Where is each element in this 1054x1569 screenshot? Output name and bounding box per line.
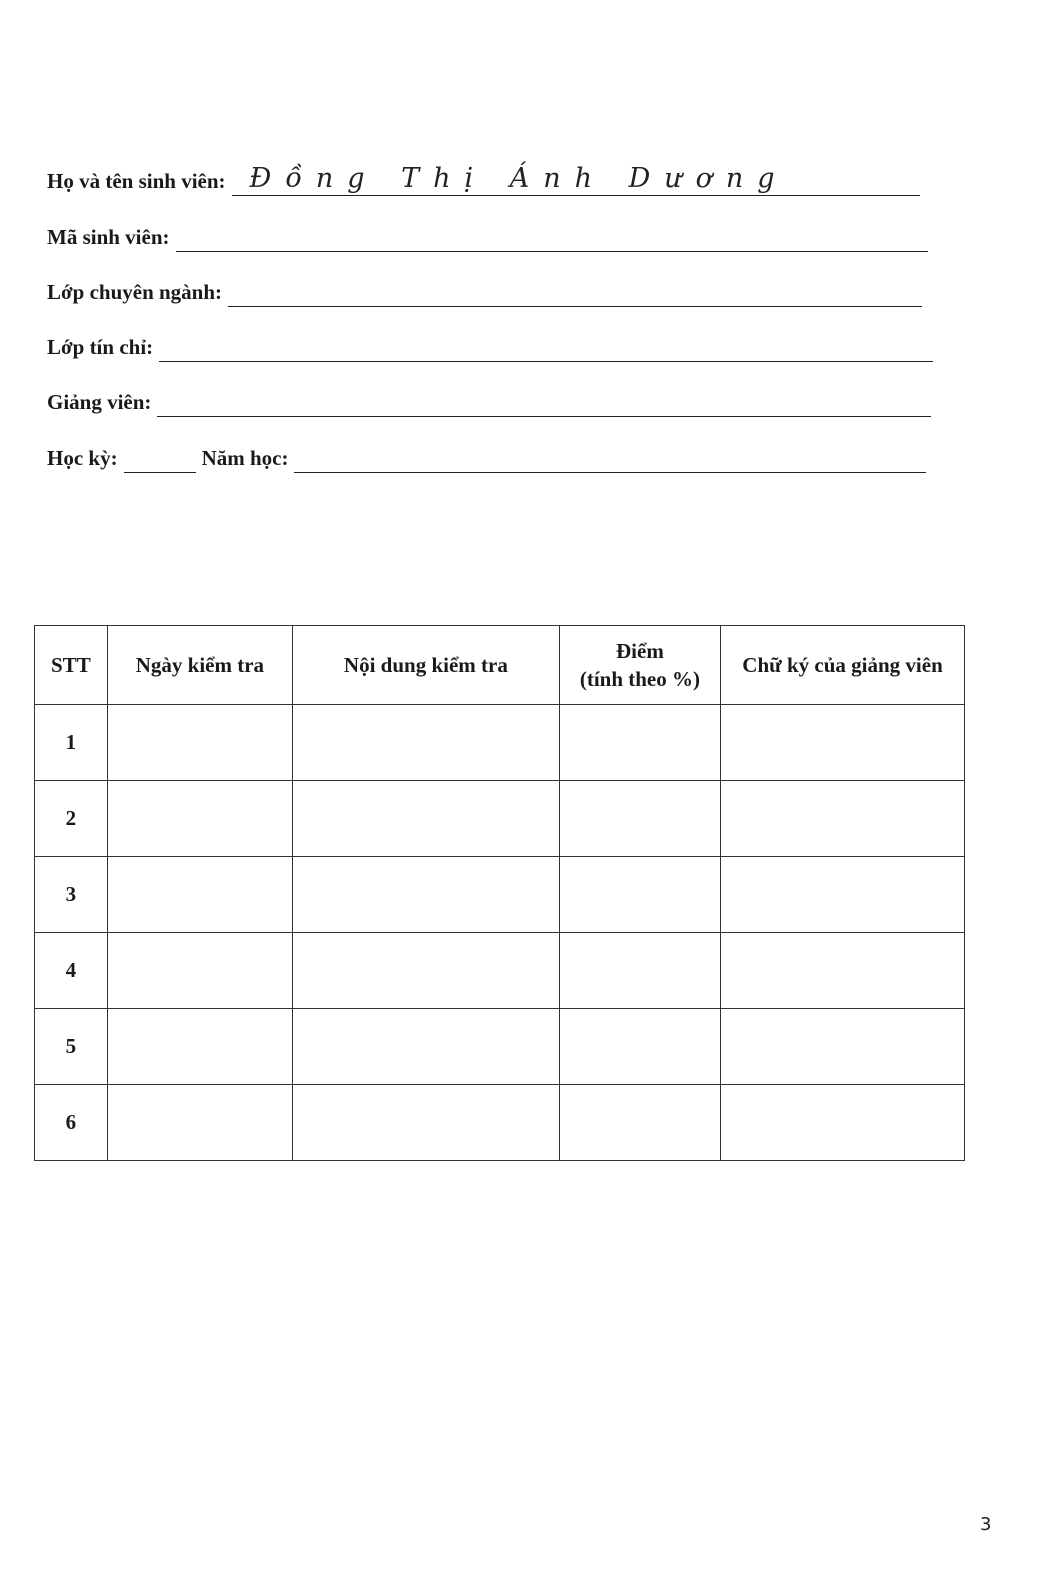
score-cell[interactable] [559, 705, 720, 781]
student-id-row [47, 222, 928, 252]
score-cell[interactable] [559, 857, 720, 933]
credit-class-label: Lớp tín chỉ: [47, 335, 154, 359]
lecturer-row [47, 387, 931, 417]
table-header-row [35, 626, 965, 705]
table-row [35, 857, 965, 933]
student-id-label: Mã sinh viên: [47, 225, 170, 249]
test-content-cell[interactable] [293, 933, 560, 1009]
credit-class-field[interactable] [159, 339, 933, 362]
student-name-field[interactable] [232, 163, 920, 196]
major-class-label: Lớp chuyên ngành: [47, 280, 223, 304]
lecturer-label: Giảng viên: [47, 390, 152, 414]
school-year-label: Năm học: [201, 446, 289, 470]
table-row [35, 781, 965, 857]
header-score-line2: (tính theo %) [579, 667, 700, 691]
student-id-field[interactable] [176, 229, 928, 252]
test-date-cell[interactable] [107, 705, 292, 781]
test-content-cell[interactable] [293, 857, 560, 933]
row-number: 6 [35, 1085, 108, 1161]
row-number: 5 [35, 1009, 108, 1085]
test-date-cell[interactable] [107, 933, 292, 1009]
row-number: 3 [35, 857, 108, 933]
semester-row [47, 443, 926, 473]
row-number: 4 [35, 933, 108, 1009]
signature-cell[interactable] [721, 1009, 965, 1085]
lecturer-field[interactable] [157, 394, 931, 417]
score-cell[interactable] [559, 1009, 720, 1085]
student-name-label: Họ và tên sinh viên: [47, 169, 226, 193]
test-content-cell[interactable] [293, 705, 560, 781]
score-cell[interactable] [559, 933, 720, 1009]
major-class-row [47, 277, 922, 307]
score-cell[interactable] [559, 1085, 720, 1161]
signature-cell[interactable] [721, 1085, 965, 1161]
header-score-line1: Điểm [616, 639, 664, 663]
test-date-cell[interactable] [107, 1009, 292, 1085]
signature-cell[interactable] [721, 857, 965, 933]
signature-cell[interactable] [721, 705, 965, 781]
test-record-table [34, 625, 965, 1161]
semester-label: Học kỳ: [47, 446, 118, 470]
score-cell[interactable] [559, 781, 720, 857]
test-content-cell[interactable] [293, 1009, 560, 1085]
student-name-row [47, 163, 920, 196]
row-number: 1 [35, 705, 108, 781]
semester-field[interactable] [124, 450, 196, 473]
signature-cell[interactable] [721, 933, 965, 1009]
signature-cell[interactable] [721, 781, 965, 857]
table-row [35, 1085, 965, 1161]
test-date-cell[interactable] [107, 1085, 292, 1161]
major-class-field[interactable] [228, 284, 922, 307]
table-row [35, 1009, 965, 1085]
row-number: 2 [35, 781, 108, 857]
school-year-field[interactable] [294, 450, 926, 473]
student-name-handwriting: Đồng Thị Ánh Dương [249, 163, 789, 194]
test-content-cell[interactable] [293, 781, 560, 857]
test-date-cell[interactable] [107, 781, 292, 857]
header-lecturer-signature: Chữ ký của giảng viên [721, 626, 965, 705]
test-content-cell[interactable] [293, 1085, 560, 1161]
page-number: 3 [980, 1514, 992, 1535]
credit-class-row [47, 332, 933, 362]
header-test-content: Nội dung kiểm tra [293, 626, 560, 705]
test-date-cell[interactable] [107, 857, 292, 933]
table-row [35, 705, 965, 781]
header-stt: STT [35, 626, 108, 705]
header-test-date: Ngày kiểm tra [107, 626, 292, 705]
header-score [559, 626, 720, 705]
table-row [35, 933, 965, 1009]
